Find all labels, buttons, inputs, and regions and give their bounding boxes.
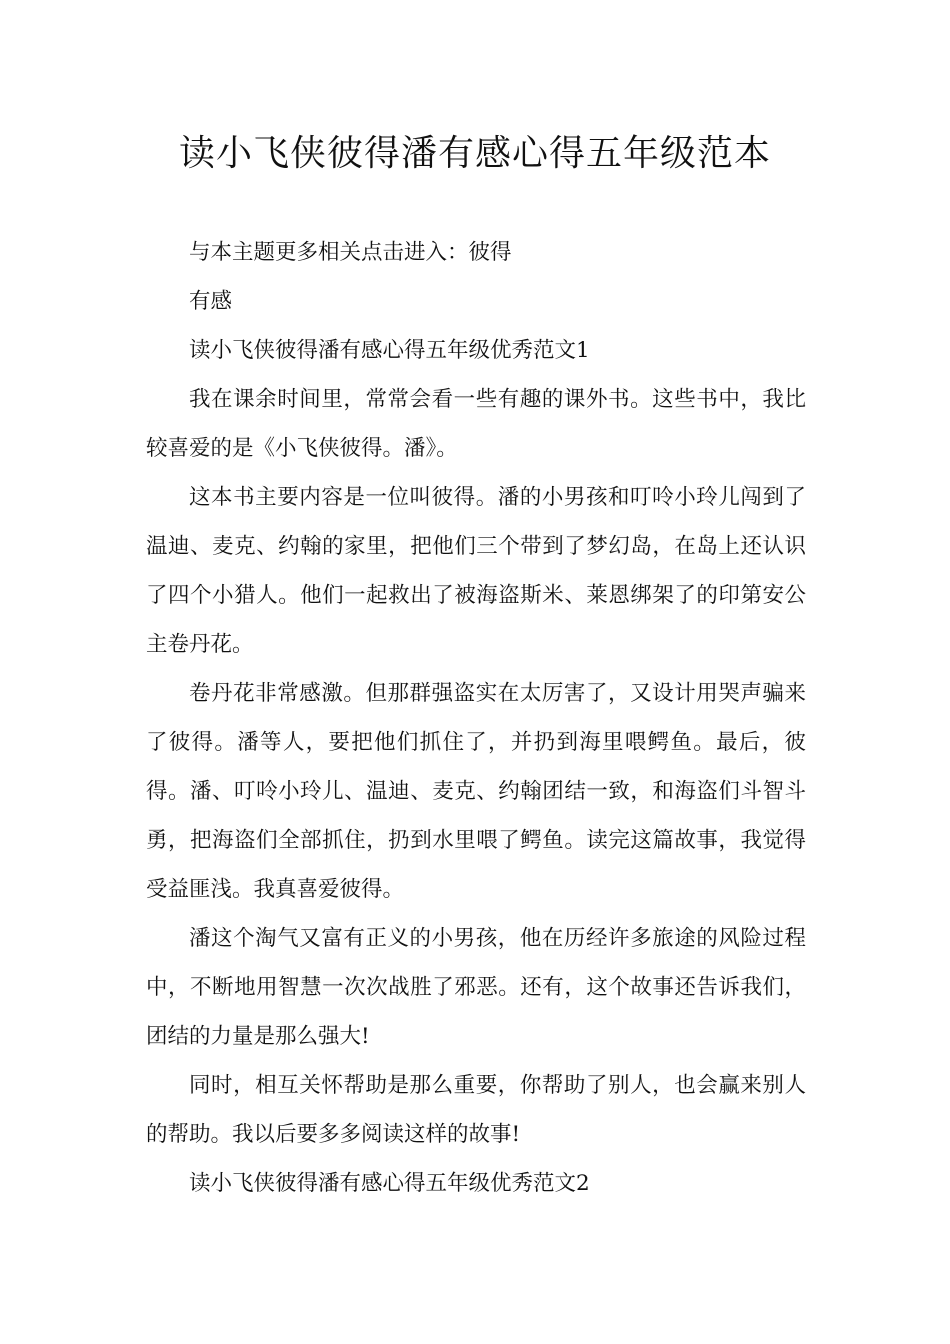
link-line[interactable]: 与本主题更多相关点击进入：彼得	[189, 240, 512, 265]
document-title: 读小飞侠彼得潘有感心得五年级范本	[178, 133, 771, 174]
link-line-continuation[interactable]: 有感	[189, 289, 233, 314]
document-body	[146, 228, 806, 1208]
section-heading-1: 读小飞侠彼得潘有感心得五年级优秀范文1	[189, 338, 590, 363]
paragraph: 卷丹花非常感激。但那群强盗实在太厉害了，又设计用哭声骗来了彼得。潘等人，要把他们抓住了，并扔到海里喂鳄鱼。最后，彼得。潘、叮呤小玲儿、温迪、麦克、约翰团结一致，和海盗们斗智斗勇，把海盗们全部抓住，扔到水里喂了鳄鱼。读完这篇故事，我觉得受益匪浅。我真喜爱彼得。	[146, 681, 806, 902]
section-heading-2: 读小飞侠彼得潘有感心得五年级优秀范文2	[189, 1171, 590, 1196]
paragraph: 同时，相互关怀帮助是那么重要，你帮助了别人，也会赢来别人的帮助。我以后要多多阅读这样的故事!	[146, 1073, 806, 1147]
paragraph: 我在课余时间里，常常会看一些有趣的课外书。这些书中，我比较喜爱的是《小飞侠彼得。潘》。	[146, 387, 806, 461]
paragraph: 这本书主要内容是一位叫彼得。潘的小男孩和叮呤小玲儿闯到了温迪、麦克、约翰的家里，把他们三个带到了梦幻岛，在岛上还认识了四个小猎人。他们一起救出了被海盗斯米、莱恩绑架了的印第安公主卷丹花。	[146, 485, 806, 657]
paragraph: 潘这个淘气又富有正义的小男孩，他在历经许多旅途的风险过程中，不断地用智慧一次次战胜了邪恶。还有，这个故事还告诉我们，团结的力量是那么强大!	[146, 926, 806, 1049]
